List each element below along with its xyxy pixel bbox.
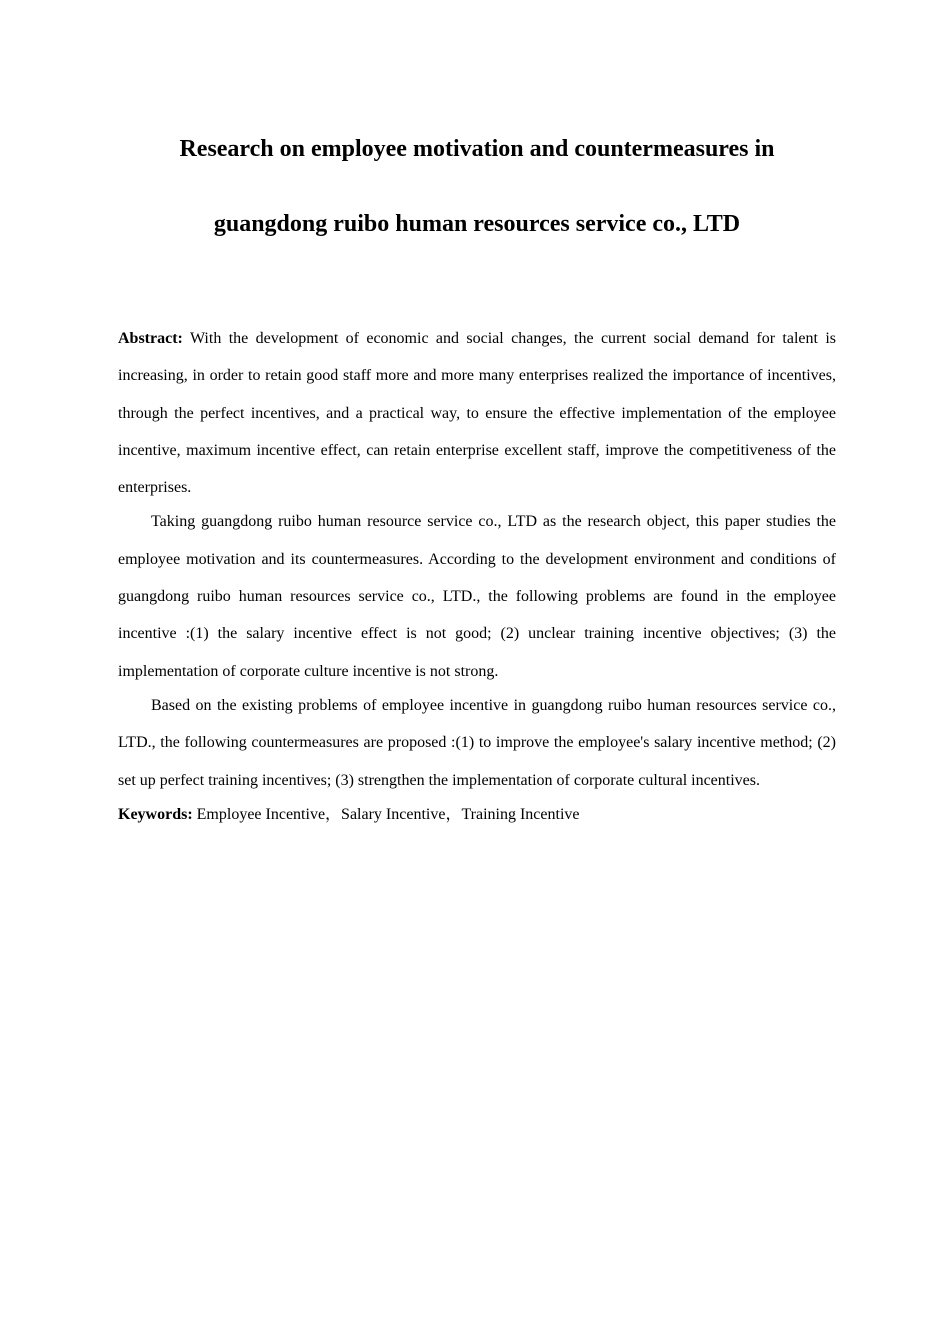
keywords-line	[118, 796, 836, 833]
paper-title-line-1: Research on employee motivation and countermeasures in	[179, 136, 775, 162]
abstract-paragraph-2: Taking guangdong ruibo human resource service co., LTD as the research object, this paper studies the employee motivation and its countermeasures. According to the development environment and conditions of guangdong ruibo human resources service co., LTD., the following problems are found in the employee incentive :(1) the salary incentive effect is not good; (2) unclear training incentive objectives; (3) the implementation of corporate culture incentive is not strong.	[118, 513, 836, 680]
abstract-section	[118, 320, 836, 833]
abstract-paragraph-1-text: With the development of economic and social changes, the current social demand for talent is increasing, in order to retain good staff more and more many enterprises realized the importance of incentives, through the perfect incentives, and a practical way, to ensure the effective implementation of the employee incentive, maximum incentive effect, can retain enterprise excellent staff, improve the competitiveness of the enterprises.	[118, 330, 836, 497]
abstract-paragraph-3: Based on the existing problems of employee incentive in guangdong ruibo human resources service co., LTD., the following countermeasures are proposed :(1) to improve the employee's salary incentive method; (2) set up perfect training incentives; (3) strengthen the implementation of corporate cultural incentives.	[118, 696, 836, 789]
abstract-label: Abstract:	[118, 330, 183, 347]
paper-title-line-2: guangdong ruibo human resources service co., LTD	[213, 211, 741, 237]
keywords-label: Keywords:	[118, 805, 193, 823]
abstract-paragraph-1	[118, 320, 836, 506]
keywords-value: Employee Incentive，Salary Incentive，Training Incentive	[192, 805, 580, 823]
